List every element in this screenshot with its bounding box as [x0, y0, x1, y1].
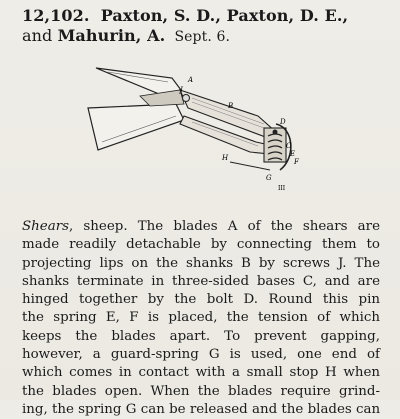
description-line-11: ing, the spring G can be released and the blades can	[22, 401, 381, 417]
inventors-line-2: Mahurin, A.	[57, 26, 166, 45]
label-h: H	[222, 154, 229, 162]
inventors-line-1: Paxton, S. D., Paxton, D. E.,	[100, 6, 349, 25]
description-line-1: Shears, sheep. The blades A of the shears are	[22, 219, 380, 234]
label-b: B	[228, 102, 234, 110]
patent-number: 12,102.	[22, 6, 90, 25]
sheep-shears-illustration	[80, 58, 320, 208]
lower-blade	[88, 104, 184, 150]
label-iii: III	[278, 185, 286, 192]
label-c: C	[286, 142, 292, 150]
bolt-d	[273, 130, 278, 135]
patent-date: Sept. 6.	[174, 29, 231, 45]
description-line-10: the blades open. When the blades require grind-	[22, 383, 380, 399]
description-line-9: which comes in contact with a small stop H when	[22, 365, 380, 381]
description-lead: Shears	[22, 219, 69, 234]
label-e: E	[290, 150, 296, 158]
description-line-5: hinged together by the bolt D. Round this pin	[22, 292, 380, 308]
label-f: F	[294, 158, 299, 166]
description-line-7: keeps the blades apart. To prevent gapping,	[22, 328, 380, 344]
label-g: G	[266, 174, 272, 182]
description-line-2: made readily detachable by connecting them to	[22, 237, 380, 253]
label-j: J	[180, 86, 183, 94]
label-a: A	[188, 76, 194, 84]
inventors-conjunction: and	[22, 26, 53, 45]
description-line-3: projecting lips on the shanks B by screws J. The	[22, 255, 380, 271]
patent-description	[22, 218, 380, 419]
patent-heading	[22, 6, 392, 47]
description-line-8: however, a guard-spring G is used, one end of	[22, 347, 380, 363]
screw-j	[183, 95, 190, 102]
upper-shank	[180, 90, 276, 138]
label-d: D	[280, 118, 286, 126]
description-line-6: the spring E, F is placed, the tension of which	[22, 310, 380, 326]
description-line-4: shanks terminate in three-sided bases C, and are	[22, 273, 380, 289]
